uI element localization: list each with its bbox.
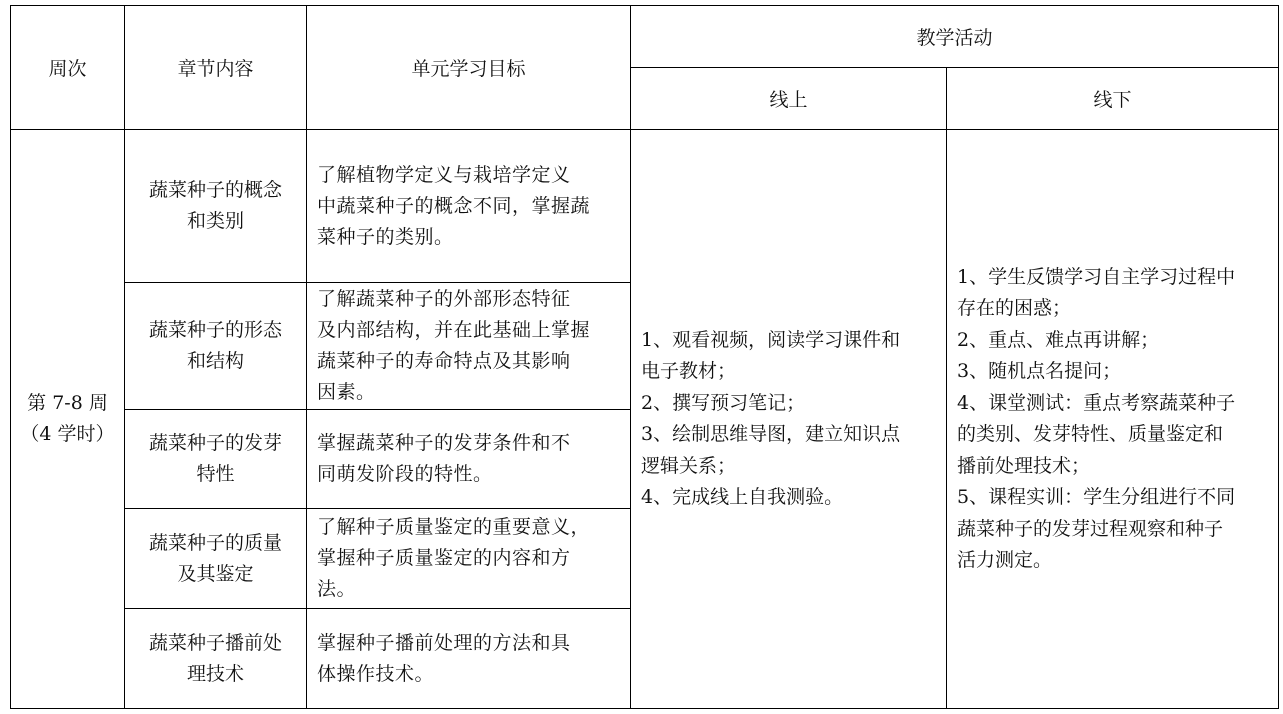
goal-line: 及内部结构，并在此基础上掌握: [317, 319, 591, 341]
goal-line: 法。: [317, 578, 357, 600]
header-chapter: 章节内容: [125, 6, 307, 130]
header-online: 线上: [631, 68, 947, 130]
chapter-line: 和类别: [186, 210, 244, 232]
week-label: 第 7-8 周: [27, 392, 108, 414]
goal-cell: [307, 130, 631, 283]
chapter-cell: [125, 609, 307, 709]
goal-line: 因素。: [317, 381, 376, 403]
chapter-line: 和结构: [186, 350, 244, 372]
goal-cell: [307, 410, 631, 509]
online-line: 1、观看视频，阅读学习课件和: [641, 328, 901, 351]
week-hours: （4 学时）: [20, 423, 115, 445]
chapter-line: 蔬菜种子的概念: [148, 179, 282, 201]
online-line: 逻辑关系；: [641, 454, 737, 477]
offline-line: 5、课程实训：学生分组进行不同: [957, 486, 1236, 508]
chapter-line: 蔬菜种子的质量: [148, 531, 282, 554]
chapter-line: 及其鉴定: [177, 562, 254, 585]
syllabus-table: [10, 5, 1279, 709]
offline-line: 1、学生反馈学习自主学习过程中: [957, 265, 1236, 288]
goal-line: 中蔬菜种子的概念不同，掌握蔬: [317, 194, 591, 217]
goal-line: 同萌发阶段的特性。: [317, 463, 493, 485]
online-line: 电子教材；: [641, 360, 737, 382]
goal-cell: [307, 283, 631, 410]
goal-line: 菜种子的类别。: [317, 225, 454, 248]
offline-line: 播前处理技术；: [957, 454, 1091, 477]
offline-line: 存在的困惑；: [957, 297, 1072, 319]
offline-line: 蔬菜种子的发芽过程观察和种子: [957, 517, 1224, 540]
chapter-line: 特性: [196, 463, 235, 485]
goal-line: 掌握蔬菜种子的发芽条件和不: [317, 432, 571, 454]
online-line: 3、绘制思维导图，建立知识点: [641, 423, 901, 445]
chapter-line: 理技术: [186, 662, 244, 685]
header-goal: 单元学习目标: [307, 6, 631, 130]
offline-line: 2、重点、难点再讲解；: [957, 328, 1160, 351]
goal-line: 掌握种子质量鉴定的内容和方: [317, 547, 571, 569]
header-activities: 教学活动: [631, 6, 1279, 68]
chapter-cell: [125, 283, 307, 410]
goal-cell: [307, 609, 631, 709]
chapter-cell: [125, 410, 307, 509]
offline-line: 的类别、发芽特性、质量鉴定和: [957, 423, 1224, 445]
header-week: 周次: [11, 6, 125, 130]
online-activities-cell: [631, 130, 947, 709]
table-row: [11, 130, 1279, 283]
chapter-line: 蔬菜种子的形态: [148, 319, 282, 341]
online-line: 2、撰写预习笔记；: [641, 391, 806, 414]
goal-line: 了解植物学定义与栽培学定义: [317, 163, 571, 186]
chapter-line: 蔬菜种子的发芽: [148, 432, 282, 454]
goal-line: 掌握种子播前处理的方法和具: [317, 631, 571, 654]
goal-line: 了解种子质量鉴定的重要意义，: [317, 516, 591, 538]
header-offline: 线下: [947, 68, 1279, 130]
goal-line: 体操作技术。: [317, 662, 435, 685]
online-line: 4、完成线上自我测验。: [641, 486, 844, 508]
chapter-cell: [125, 130, 307, 283]
chapter-line: 蔬菜种子播前处: [148, 631, 282, 654]
week-cell: [11, 130, 125, 709]
goal-cell: [307, 509, 631, 609]
offline-line: 3、随机点名提问；: [957, 360, 1122, 382]
offline-line: 活力测定。: [957, 549, 1053, 571]
chapter-cell: [125, 509, 307, 609]
goal-line: 蔬菜种子的寿命特点及其影响: [317, 350, 571, 372]
goal-line: 了解蔬菜种子的外部形态特征: [317, 288, 571, 310]
offline-line: 4、课堂测试：重点考察蔬菜种子: [957, 391, 1236, 414]
offline-activities-cell: [947, 130, 1279, 709]
